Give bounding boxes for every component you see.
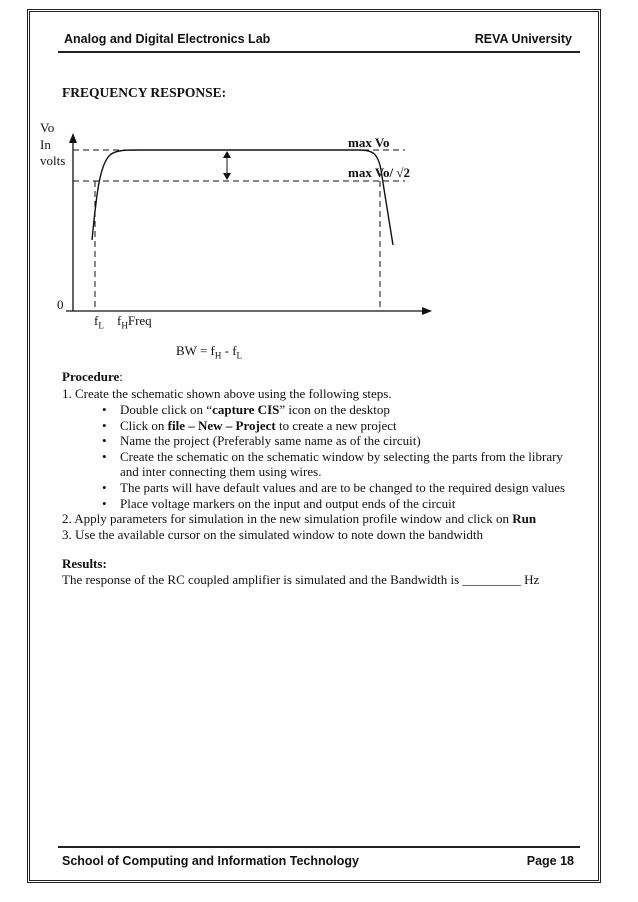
y-label-in: In [40,137,51,152]
bandwidth-formula: BW = $f_H - f_L$ [176,343,243,361]
procedure-step-2: 2. Apply parameters for simulation in the new simulation profile window and click on Run [62,511,537,526]
gap-arrow-down [223,173,231,180]
bullet-item: • The parts will have default values and are to be changed to the required design values [102,480,566,495]
bullet-icon: • [102,449,107,464]
bullet-item: • Double click on “capture CIS” icon on the desktop [102,402,390,417]
procedure-step-1: 1. Create the schematic shown above using the following steps. [62,386,392,401]
fh-freq-label: $f_HFreq$ [117,313,152,331]
fl-label: $f_L$ [94,313,104,331]
page-footer [58,846,580,868]
frequency-response-graph [0,0,638,360]
bullet-icon: • [102,402,107,417]
origin-label: 0 [57,297,64,312]
bullet-item: • Place voltage markers on the input and output ends of the circuit [102,496,456,511]
footer-left-text: School of Computing and Information Technology [62,854,359,868]
max-vo-label: max Vo [348,135,390,150]
y-label-volts: volts [40,153,66,168]
results-text: The response of the RC coupled amplifier is simulated and the Bandwidth is _________ Hz [62,572,540,587]
procedure-heading: Procedure: [62,369,123,384]
footer-page-number: Page 18 [526,854,574,868]
bullet-item: • Create the schematic on the schematic window by selecting the parts from the library [102,449,563,464]
results-heading: Results: [62,556,107,571]
header-left-text: Analog and Digital Electronics Lab [64,32,271,46]
x-axis-arrow [422,307,432,315]
header-right-text: REVA University [474,32,572,46]
bullet-icon: • [102,480,107,495]
section-title: FREQUENCY RESPONSE: [62,85,227,100]
y-axis-arrow [69,133,77,143]
bullet-icon: • [102,433,107,448]
bullet-item-continuation: and inter connecting them using wires. [120,464,322,479]
y-label-vo: Vo [40,120,55,135]
bullet-item: • Name the project (Preferably same name as of the circuit) [102,433,421,448]
bullet-icon: • [102,496,107,511]
procedure-step-3: 3. Use the available cursor on the simulated window to note down the bandwidth [62,527,483,542]
bullet-icon: • [102,418,107,433]
bullet-item: • Click on file – New – Project to create a new project [102,418,397,433]
max-vo-root2-label: max Vo/ √2 [348,165,411,180]
gap-arrow-up [223,151,231,158]
